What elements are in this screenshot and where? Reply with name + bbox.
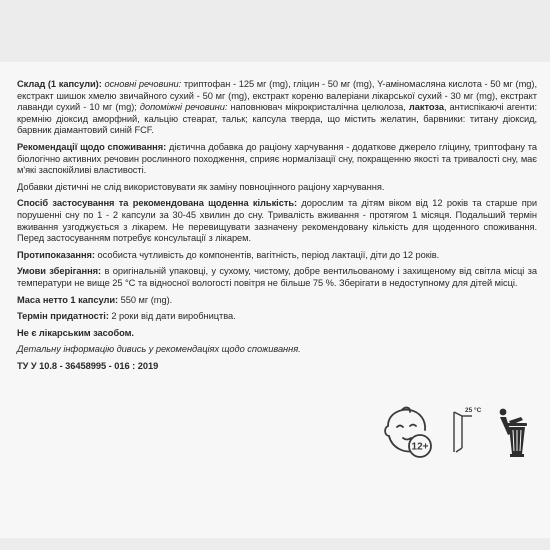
contraindications-paragraph: [17, 250, 537, 262]
shelf-life-text: 2 роки від дати виробництва.: [108, 311, 236, 322]
pictogram-group: [380, 400, 540, 470]
lactose-text: лактоза: [408, 102, 444, 113]
recycle-bin-icon: [492, 402, 532, 464]
storage-text: в оригінальній упаковці, у сухому, чистому, добре вентильованому і захищеному від світла місці за температури не вище 25 °С та відносної вологості повітря не більше 75 %. Зберігати в недоступному для дітей місці.: [17, 266, 538, 288]
child-12-plus-icon: [380, 404, 438, 462]
composition-rest: , антиспікаючі агенти: кремнію діоксид аморфний, кальцію стеарат, тальк; капсула тверда, що містить желатин, барвники: титану діоксид, барвник діамантовий синій FCF.: [17, 102, 537, 136]
shelf-life-label: Термін придатності:: [17, 311, 109, 322]
age-badge-text: 12+: [411, 441, 429, 453]
active-label: основні речовини:: [104, 79, 182, 89]
recommendations-text: дієтична добавка до раціону харчування - додаткове джерело гліцину, триптофану та біологічно активних речовин рослинного походження, сприяє нормалізації сну, покращенню якості та тривалості сну, має м'які заспокійливі властивості.: [17, 141, 537, 176]
label-text-block: [17, 79, 537, 377]
not-medicine-text: Не є лікарським засобом.: [17, 327, 134, 338]
shelf-life-paragraph: [17, 311, 407, 323]
temperature-text: 25 °C: [465, 407, 482, 414]
usage-label: Спосіб застосування та рекомендована щоденна кількість:: [17, 198, 298, 209]
contraindications-text: особиста чутливість до компонентів, вагітність, період лактації, діти до 12 років.: [94, 249, 440, 260]
aux-text: наповнювач мікрокристалічна целюлоза,: [227, 102, 406, 113]
active-text: триптофан - 125 мг (mg), гліцин - 50 мг (mg), Y-аміномасляна кислота - 50 мг (mg), екстракт шишок хмелю звичайного сухий - 50 мг (mg), екстракт кореню валеріани лікарської сухий - 30 мг (mg), екстракт лаванди сухий - 10 мг (mg);: [17, 79, 537, 113]
usage-text: дорослим та дітям віком від 12 років та старше при порушенні сну по 1 - 2 капсули за 30-45 хвилин до сну. Тривалість вживання - протягом 1 місяця. Подальший термін вживання узгоджується з лікарем. Не перевищувати зазначену рекомендовану кількість для щоденного споживання. Перед застосуванням потребує консультації з лікарем.: [17, 198, 537, 244]
supplement-note: Добавки дієтичні не слід використовувати як заміну повноцінного раціону харчування.: [17, 181, 385, 192]
composition-paragraph: [17, 79, 537, 137]
composition-label: Склад (1 капсули):: [17, 79, 102, 89]
net-mass-text: 550 мг (mg).: [118, 294, 173, 305]
aux-label: допоміжні речовини:: [136, 102, 228, 113]
thermometer-icon: [448, 402, 490, 466]
usage-paragraph: [17, 198, 537, 244]
recommendations-paragraph: [17, 142, 537, 177]
recommendations-label: Рекомендації щодо споживання:: [17, 141, 167, 152]
details-text: Детальну інформацію дивись у рекомендаціях щодо споживання.: [17, 344, 301, 355]
storage-label: Умови зберігання:: [17, 266, 102, 277]
storage-paragraph: [17, 266, 537, 289]
net-mass-label: Маса нетто 1 капсули:: [17, 294, 119, 305]
contraindications-label: Протипоказання:: [17, 249, 95, 260]
tu-code: ТУ У 10.8 - 36458995 - 016 : 2019: [17, 360, 159, 371]
net-mass-paragraph: [17, 295, 407, 307]
